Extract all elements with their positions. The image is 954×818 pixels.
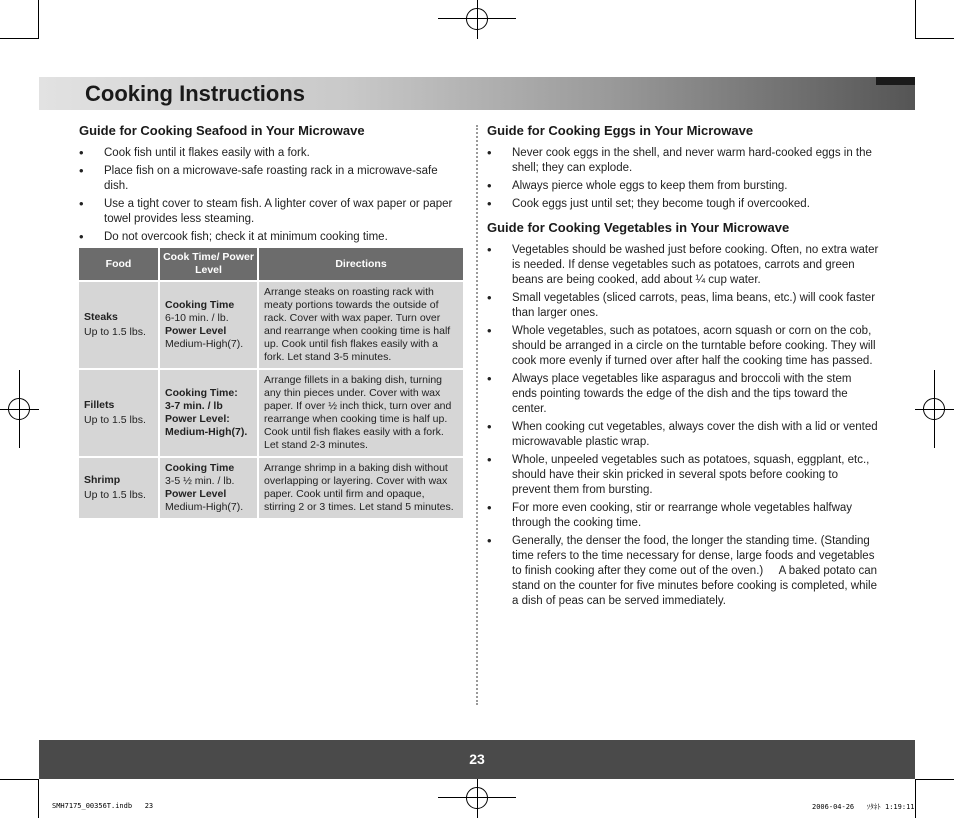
list-item: • Vegetables should be washed just before cooking. Often, no extra water is needed. If dense vegetables such as potatoes, carrots and green beans are being cooked, add about ¼ cup water.	[487, 243, 879, 288]
list-item: • Cook fish until it flakes easily with a fork.	[79, 146, 464, 161]
list-item: • Cook eggs just until set; they become tough if overcooked.	[487, 197, 879, 212]
food-amount: Up to 1.5 lbs.	[84, 414, 146, 426]
cook-time-value: 6-10 min. / lb.	[165, 312, 229, 324]
power-level-label: Power Level:	[165, 413, 230, 425]
header-food: Food	[79, 248, 158, 280]
power-level-label: Power Level	[165, 488, 227, 500]
vegetables-bullets	[487, 243, 879, 612]
list-item: • Whole, unpeeled vegetables such as potatoes, squash, eggplant, etc., should have their skin pricked in several spots before cooking to prevent them from bursting.	[487, 453, 879, 498]
cook-time-label: Cooking Time:	[165, 387, 238, 399]
list-item: • Whole vegetables, such as potatoes, acorn squash or corn on the cob, should be arranged in a circle on the turntable before cooking. They will cook more evenly if turned over after half the cooking time has passed.	[487, 324, 879, 369]
cook-time-cell	[160, 370, 257, 456]
header-cook-time: Cook Time/ Power Level	[160, 248, 257, 280]
cook-time-cell	[160, 282, 257, 368]
directions-cell: Arrange fillets in a baking dish, turning any thin pieces under. Cover with wax paper. If over ½ inch thick, turn over and rearrange when cooking time is half up. Cook until fish flakes easily with a fork. Let stand 2-3 minutes.	[259, 370, 463, 456]
power-level-value: Medium-High(7).	[165, 426, 248, 438]
list-item: • When cooking cut vegetables, always cover the dish with a lid or vented microwavable plastic wrap.	[487, 420, 879, 450]
directions-cell: Arrange steaks on roasting rack with meaty portions towards the outside of rack. Cover with wax paper. Turn over and rearrange when cooking time is half up. Cook until fish flakes easily with a fork. Let stand 3-5 minutes.	[259, 282, 463, 368]
seafood-table	[77, 246, 465, 520]
directions-cell: Arrange shrimp in a baking dish without overlapping or layering. Cover with wax paper. Cook until firm and opaque, stirring 2 or 3 times. Let stand 5 minutes.	[259, 458, 463, 518]
food-name: Fillets	[84, 399, 115, 411]
cook-time-cell	[160, 458, 257, 518]
page-number: 23	[469, 751, 485, 767]
seafood-bullets	[79, 146, 464, 248]
table-row	[79, 282, 463, 368]
column-divider	[476, 125, 478, 705]
slug-file: SMH7175_00356T.indb 23	[52, 802, 154, 810]
header-directions: Directions	[259, 248, 463, 280]
table-row	[79, 458, 463, 518]
food-cell	[79, 282, 158, 368]
table-row	[79, 370, 463, 456]
eggs-bullets	[487, 146, 879, 215]
cook-time-label: Cooking Time	[165, 299, 235, 311]
list-item: • Small vegetables (sliced carrots, peas, lima beans, etc.) will cook faster than larger ones.	[487, 291, 879, 321]
food-name: Steaks	[84, 311, 118, 323]
list-item: • Never cook eggs in the shell, and never warm hard-cooked eggs in the shell; they can explode.	[487, 146, 879, 176]
cook-time-value: 3-5 ½ min. / lb.	[165, 475, 235, 487]
cook-time-value: 3-7 min. / lb	[165, 400, 223, 412]
list-item: • Always place vegetables like asparagus and broccoli with the stem ends pointing towards the edge of the dish and the tips toward the center.	[487, 372, 879, 417]
power-level-value: Medium-High(7).	[165, 501, 244, 513]
list-item: • Use a tight cover to steam fish. A lighter cover of wax paper or paper towel provides less steaming.	[79, 197, 464, 227]
food-amount: Up to 1.5 lbs.	[84, 489, 146, 501]
power-level-value: Medium-High(7).	[165, 338, 244, 350]
list-item: • Do not overcook fish; check it at minimum cooking time.	[79, 230, 464, 245]
list-item: • Always pierce whole eggs to keep them from bursting.	[487, 179, 879, 194]
power-level-label: Power Level	[165, 325, 227, 337]
seafood-heading: Guide for Cooking Seafood in Your Microwave	[79, 123, 365, 138]
list-item: • Place fish on a microwave-safe roasting rack in a microwave-safe dish.	[79, 164, 464, 194]
food-name: Shrimp	[84, 474, 121, 486]
eggs-heading: Guide for Cooking Eggs in Your Microwave	[487, 123, 754, 138]
slug-timestamp: 2006-04-26 ｿﾀﾈﾄ 1:19:11	[812, 803, 915, 811]
page-title: Cooking Instructions	[85, 81, 305, 106]
food-cell	[79, 370, 158, 456]
vegetables-heading: Guide for Cooking Vegetables in Your Microwave	[487, 220, 790, 235]
table-header-row	[79, 248, 463, 280]
food-cell	[79, 458, 158, 518]
food-amount: Up to 1.5 lbs.	[84, 326, 146, 338]
cook-time-label: Cooking Time	[165, 462, 235, 474]
title-bar-tab	[876, 77, 915, 85]
list-item: • For more even cooking, stir or rearrange whole vegetables halfway through the cooking time.	[487, 501, 879, 531]
list-item: • Generally, the denser the food, the longer the standing time. (Standing time refers to the time necessary for dense, large foods and vegetables to finish cooking after they come out of the oven.) A baked potato can stand on the counter for five minutes before cooking is completed, while a dish of peas can be served immediately.	[487, 534, 879, 609]
